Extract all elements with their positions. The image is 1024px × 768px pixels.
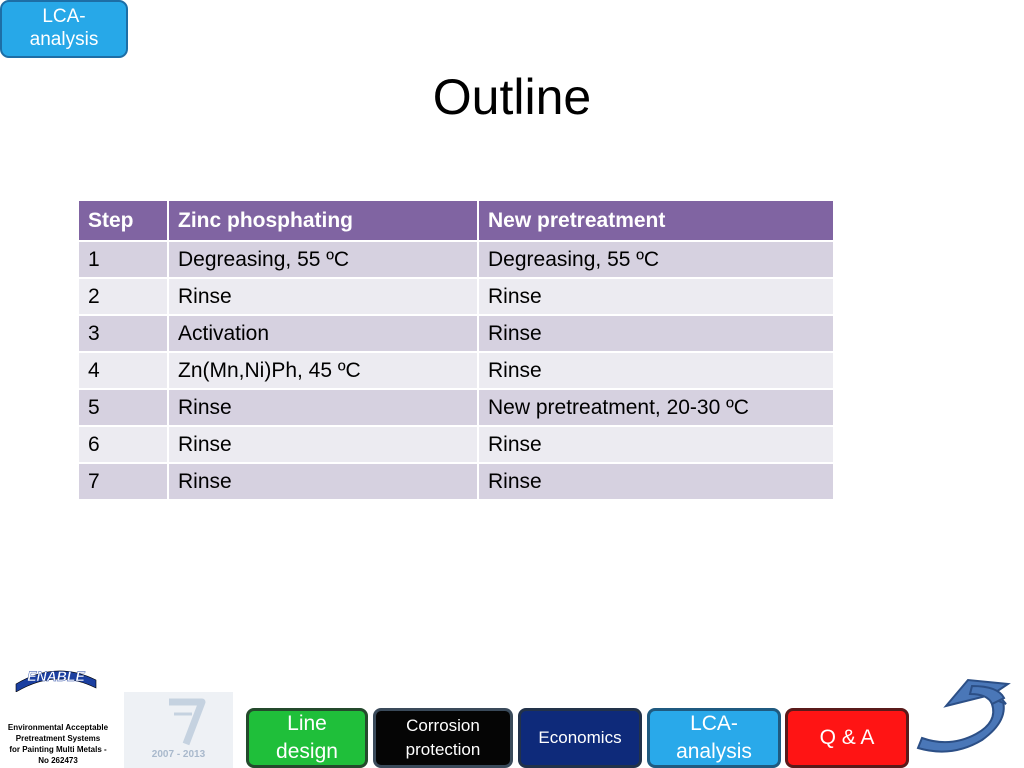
fp7-logo bbox=[124, 692, 233, 768]
cell-zinc: Zn(Mn,Ni)Ph, 45 ºC bbox=[168, 352, 478, 389]
button-label-line2: analysis bbox=[676, 740, 752, 763]
enable-logo-text: ENABLE bbox=[27, 668, 85, 684]
cell-step: 5 bbox=[78, 389, 168, 426]
cell-step: 1 bbox=[78, 241, 168, 278]
corrosion-protection-button[interactable] bbox=[373, 708, 513, 768]
fp7-seven-icon bbox=[124, 692, 233, 752]
cell-zinc: Rinse bbox=[168, 426, 478, 463]
cell-zinc: Rinse bbox=[168, 463, 478, 500]
button-label: Economics bbox=[538, 728, 622, 747]
cell-step: 6 bbox=[78, 426, 168, 463]
lca-analysis-button[interactable] bbox=[647, 708, 781, 768]
cell-zinc: Rinse bbox=[168, 278, 478, 315]
project-line: for Painting Multi Metals - bbox=[9, 745, 107, 754]
table-row bbox=[78, 352, 834, 389]
cell-step: 7 bbox=[78, 463, 168, 500]
button-label-line2: protection bbox=[405, 740, 481, 759]
cell-new: Rinse bbox=[478, 426, 834, 463]
button-label-line2: design bbox=[276, 740, 338, 763]
header-zinc-phosphating: Zinc phosphating bbox=[168, 200, 478, 241]
header-step: Step bbox=[78, 200, 168, 241]
table-row bbox=[78, 278, 834, 315]
line-design-button[interactable] bbox=[246, 708, 368, 768]
table-row bbox=[78, 315, 834, 352]
project-line: Environmental Acceptable bbox=[7, 723, 109, 732]
cell-new: New pretreatment, 20-30 ºC bbox=[478, 389, 834, 426]
cell-new: Degreasing, 55 ºC bbox=[478, 241, 834, 278]
cell-zinc: Activation bbox=[168, 315, 478, 352]
project-line: Pretreatment Systems bbox=[15, 734, 101, 743]
cell-step: 2 bbox=[78, 278, 168, 315]
cell-step: 3 bbox=[78, 315, 168, 352]
button-label: Q & A bbox=[819, 726, 875, 749]
cell-zinc: Rinse bbox=[168, 389, 478, 426]
header-new-pretreatment: New pretreatment bbox=[478, 200, 834, 241]
process-steps-table bbox=[77, 199, 835, 501]
badge-line1: LCA- bbox=[42, 6, 86, 27]
cell-new: Rinse bbox=[478, 315, 834, 352]
section-badge-lca[interactable] bbox=[0, 0, 128, 58]
page-title: Outline bbox=[432, 69, 592, 125]
q-and-a-button[interactable] bbox=[785, 708, 909, 768]
fp7-years: 2007 - 2013 bbox=[151, 749, 206, 760]
cell-new: Rinse bbox=[478, 352, 834, 389]
badge-line2: analysis bbox=[29, 29, 99, 50]
table-row bbox=[78, 426, 834, 463]
curved-back-arrow-icon[interactable] bbox=[912, 676, 1020, 766]
cell-new: Rinse bbox=[478, 463, 834, 500]
button-label-line1: Corrosion bbox=[406, 716, 480, 735]
table-row bbox=[78, 463, 834, 500]
button-label-line1: Line bbox=[287, 712, 327, 735]
project-line: No 262473 bbox=[38, 756, 78, 765]
enable-logo bbox=[14, 662, 98, 692]
cell-new: Rinse bbox=[478, 278, 834, 315]
economics-button[interactable] bbox=[518, 708, 642, 768]
button-label-line1: LCA- bbox=[690, 712, 738, 735]
cell-step: 4 bbox=[78, 352, 168, 389]
table-header-row bbox=[78, 200, 834, 241]
table-row bbox=[78, 389, 834, 426]
cell-zinc: Degreasing, 55 ºC bbox=[168, 241, 478, 278]
table-row bbox=[78, 241, 834, 278]
project-description bbox=[4, 722, 112, 766]
